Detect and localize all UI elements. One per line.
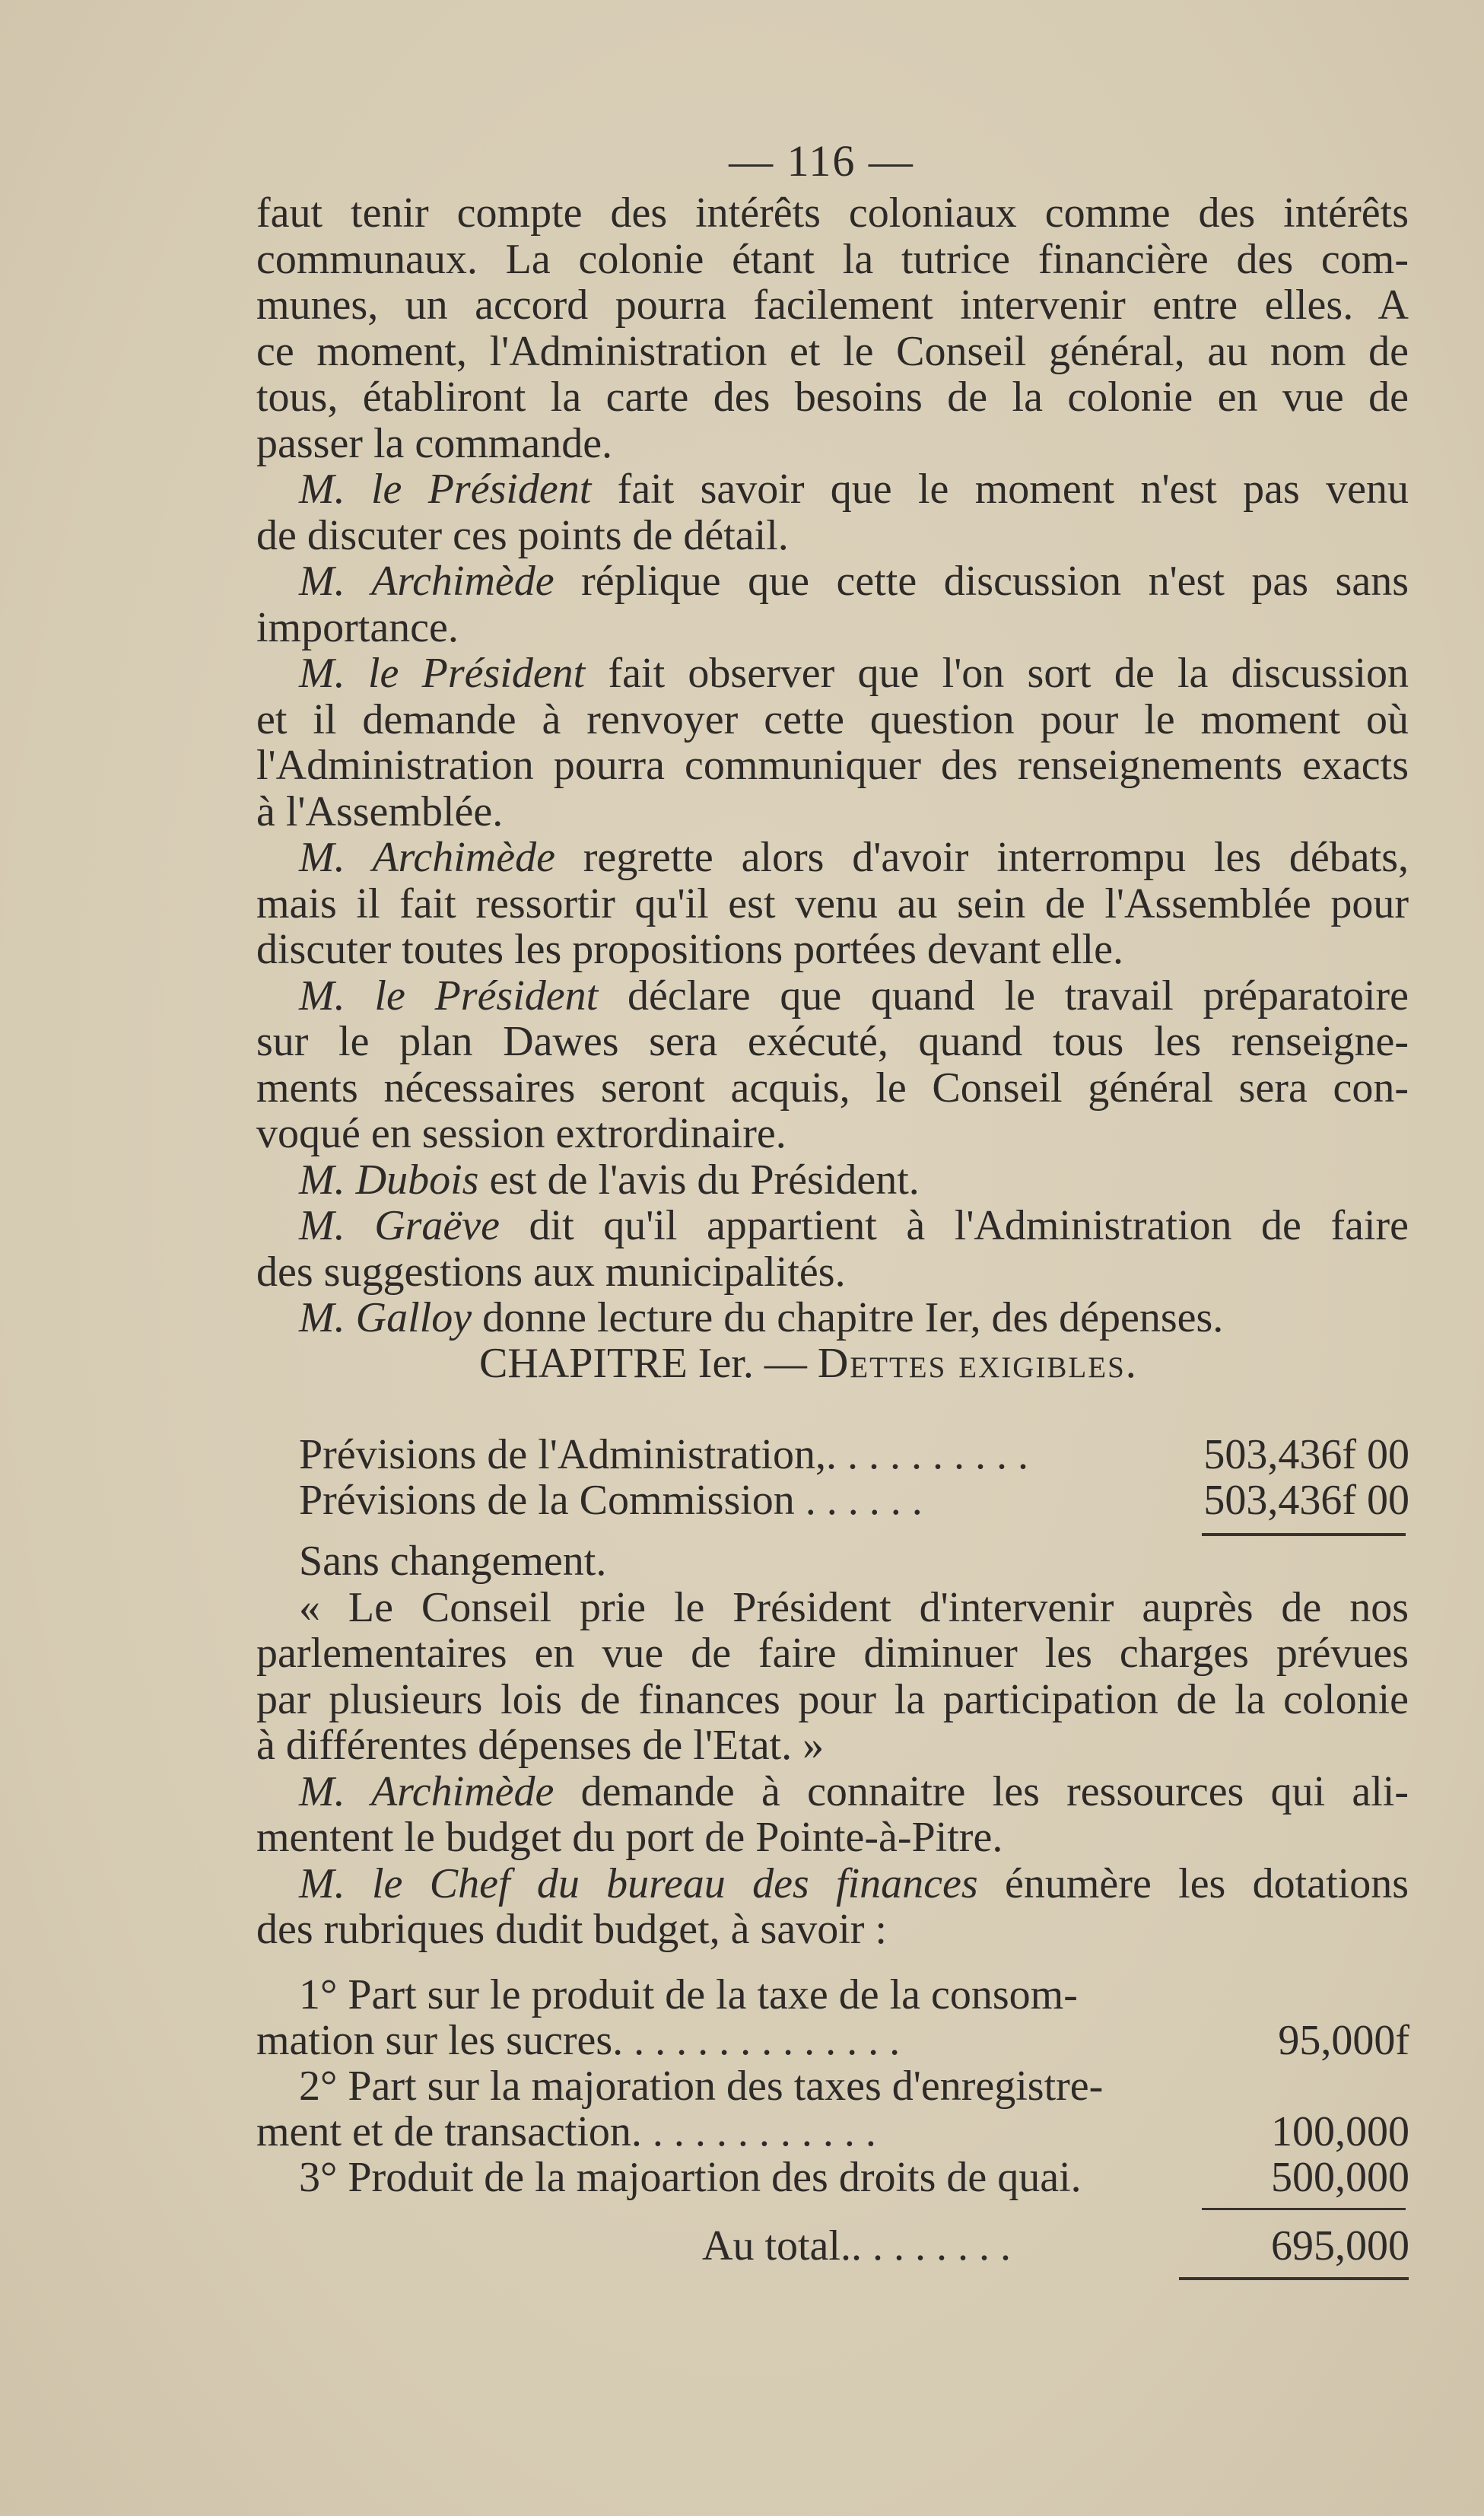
- text-line: des suggestions aux municipalités.: [256, 1248, 846, 1296]
- prevision-label: Prévisions de la Commission . . . . . .: [299, 1477, 923, 1524]
- item-text: ment et de transaction. . . . . . . . . . . .: [256, 2108, 876, 2155]
- item-3: [299, 2153, 1409, 2200]
- speaker-name: M. le Président: [299, 650, 586, 697]
- text-line: communaux. La colonie étant la tutrice financière des com-: [256, 235, 1409, 283]
- chapter-title: CHAPITRE Ier.: [479, 1340, 754, 1387]
- speaker-name: M. Graëve: [299, 1202, 500, 1249]
- item-value: 95,000f: [1278, 2017, 1409, 2064]
- text-line: importance.: [256, 603, 459, 651]
- item-1: [299, 1970, 1409, 2018]
- total-row: [299, 2222, 1409, 2269]
- item-text: 1° Part sur le produit de la taxe de la consom-: [299, 1971, 1078, 2018]
- text-line: parlementaires en vue de faire diminuer les charges prévues: [256, 1630, 1409, 1677]
- speaker-name: M. le Président: [299, 972, 599, 1019]
- item-1-cont: [256, 2016, 1409, 2064]
- item-2: [299, 2062, 1409, 2109]
- text-line: de discuter ces points de détail.: [256, 511, 789, 559]
- text-line: voqué en session extrordinaire.: [256, 1110, 786, 1157]
- text-line: et il demande à renvoyer cette question pour le moment où: [256, 695, 1409, 743]
- speech-president-1: M. le Président fait savoir que le moment n'est pas venu: [299, 466, 1409, 513]
- text-line: munes, un accord pourra facilement intervenir entre elles. A: [256, 281, 1409, 329]
- chapter-subtitle: Dettes exigibles.: [817, 1340, 1138, 1387]
- speech-chef-bureau: M. le Chef du bureau des finances énumère les dotations: [299, 1859, 1409, 1907]
- total-rule: [1202, 2208, 1406, 2210]
- text-line: ce moment, l'Administration et le Conseil général, au nom de: [256, 327, 1409, 375]
- text-line: discuter toutes les propositions portées devant elle.: [256, 926, 1123, 973]
- text-line: l'Administration pourra communiquer des renseignements exacts: [256, 742, 1409, 789]
- speaker-name: M. le Chef du bureau des finances: [299, 1859, 978, 1907]
- text-line: ments nécessaires seront acquis, le Conseil général sera con-: [256, 1064, 1409, 1112]
- text-line: mais il fait ressortir qu'il est venu au sein de l'Assemblée pour: [256, 879, 1409, 927]
- text-line: sur le plan Dawes sera exécuté, quand tous les renseigne-: [256, 1018, 1409, 1065]
- speaker-name: M. Archimède: [299, 558, 555, 605]
- prevision-administration: [299, 1430, 1409, 1477]
- item-2-cont: [256, 2107, 1409, 2155]
- page-number: — 116 —: [729, 136, 914, 186]
- speech-archimede-2: M. Archimède regrette alors d'avoir interrompu les débats,: [299, 834, 1409, 881]
- item-text: 2° Part sur la majoration des taxes d'enregistre-: [299, 2063, 1104, 2110]
- speech-dubois: M. Dubois est de l'avis du Président.: [299, 1156, 920, 1204]
- text-line: « Le Conseil prie le Président d'intervenir auprès de nos: [299, 1583, 1409, 1631]
- speech-president-2: M. le Président fait observer que l'on sort de la discussion: [299, 650, 1409, 697]
- paragraph-motion: [256, 1538, 1409, 1953]
- text-line: mentent le budget du port de Pointe-à-Pitre.: [256, 1814, 1003, 1861]
- item-value: 100,000: [1271, 2108, 1409, 2155]
- total-value: 695,000: [1271, 2222, 1409, 2269]
- chapter-heading: CHAPITRE Ier. — Dettes exigibles.: [479, 1340, 1138, 1387]
- sans-changement: Sans changement.: [299, 1538, 607, 1585]
- sum-rule: [1202, 1533, 1406, 1536]
- text-line: des rubriques dudit budget, à savoir :: [256, 1906, 887, 1953]
- prevision-value: 503,436f 00: [1203, 1477, 1409, 1524]
- text-line: tous, établiront la carte des besoins de la colonie en vue de: [256, 374, 1409, 421]
- speaker-name: M. Archimède: [299, 1767, 555, 1815]
- text-line: à l'Assemblée.: [256, 787, 504, 835]
- speech-graeve: M. Graëve dit qu'il appartient à l'Administration de faire: [299, 1202, 1409, 1249]
- prevision-commission: [299, 1476, 1409, 1523]
- speech-president-3: M. le Président déclare que quand le travail préparatoire: [299, 972, 1409, 1019]
- prevision-value: 503,436f 00: [1203, 1431, 1409, 1478]
- text-line: par plusieurs lois de finances pour la participation de la colonie: [256, 1675, 1409, 1723]
- speaker-name: M. Galloy: [299, 1294, 472, 1341]
- item-text: mation sur les sucres. . . . . . . . . . . . . .: [256, 2017, 901, 2064]
- text-line: passer la commande.: [256, 419, 613, 467]
- speech-galloy: M. Galloy donne lecture du chapitre Ier, des dépenses.: [299, 1294, 1224, 1341]
- prevision-label: Prévisions de l'Administration,. . . . . . . . . .: [299, 1431, 1028, 1478]
- speaker-name: M. Archimède: [299, 834, 555, 881]
- total-label: Au total.. . . . . . . .: [702, 2222, 1011, 2269]
- paragraph-intro: [256, 190, 1409, 1341]
- text-line: à différentes dépenses de l'Etat. »: [256, 1722, 825, 1769]
- speaker-name: M. Dubois: [299, 1156, 479, 1204]
- item-text: 3° Produit de la majoartion des droits de quai.: [299, 2154, 1082, 2201]
- text-line: faut tenir compte des intérêts coloniaux comme des intérêts: [256, 189, 1409, 237]
- speaker-name: M. le Président: [299, 466, 592, 513]
- double-rule: [1179, 2277, 1409, 2280]
- speech-archimede-3: M. Archimède demande à connaitre les ressources qui ali-: [299, 1767, 1409, 1815]
- item-value: 500,000: [1271, 2154, 1409, 2201]
- speech-archimede-1: M. Archimède réplique que cette discussion n'est pas sans: [299, 558, 1409, 605]
